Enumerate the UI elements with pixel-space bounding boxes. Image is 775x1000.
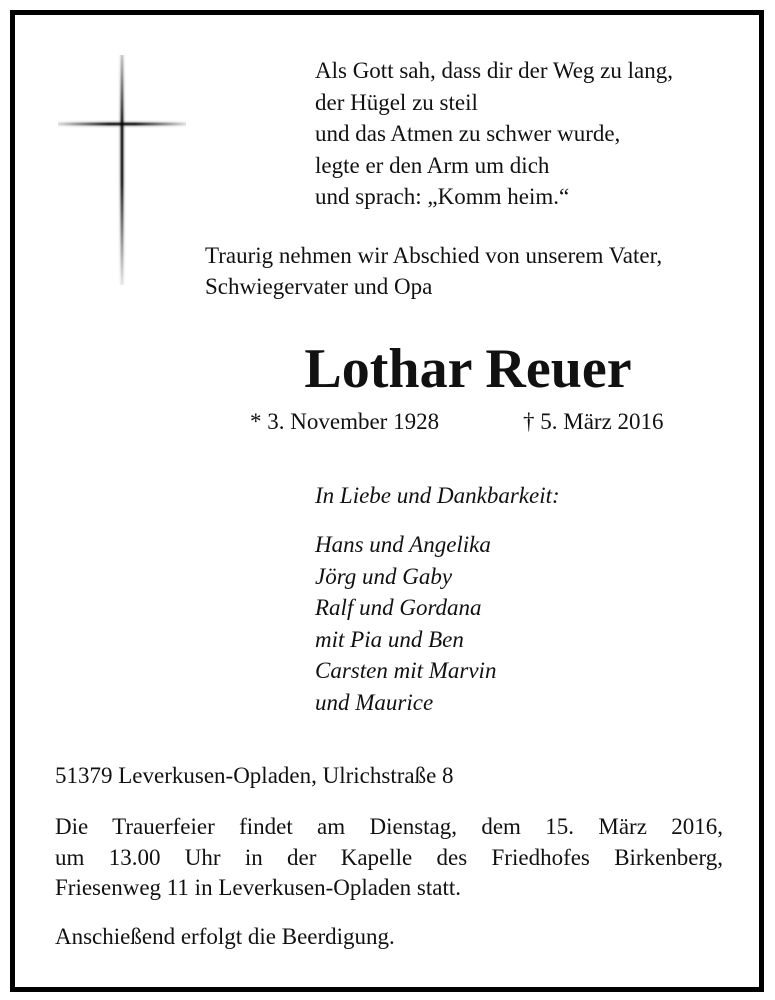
birth-date: * 3. November 1928 xyxy=(250,409,440,434)
ceremony-line: um 13.00 Uhr in der Kapelle des Friedhofes Birkenberg, xyxy=(55,844,723,870)
family-line: und Maurice xyxy=(315,689,434,715)
poem xyxy=(315,55,673,213)
death-date: † 5. März 2016 xyxy=(523,409,664,434)
cross-vertical-beam xyxy=(118,55,126,285)
intro-line: Schwiegervater und Opa xyxy=(205,274,433,299)
address: 51379 Leverkusen-Opladen, Ulrichstraße 8 xyxy=(55,763,454,788)
ceremony-info xyxy=(55,812,723,904)
obituary-notice xyxy=(10,10,764,992)
thanks-heading: In Liebe und Dankbarkeit: xyxy=(315,483,560,508)
poem-line: Als Gott sah, dass dir der Weg zu lang, xyxy=(315,58,673,83)
poem-line: der Hügel zu steil xyxy=(315,89,478,115)
poem-line: und das Atmen zu schwer wurde, xyxy=(315,121,621,146)
family-line: Carsten mit Marvin xyxy=(315,658,497,684)
cross-icon xyxy=(58,55,186,285)
family-line: mit Pia und Ben xyxy=(315,626,464,652)
family-list xyxy=(315,529,496,719)
ceremony-line: Die Trauerfeier findet am Dienstag, dem 15. März 2016, xyxy=(55,814,723,839)
cross-horizontal-beam xyxy=(58,120,186,128)
family-line: Ralf und Gordana xyxy=(315,595,482,621)
poem-line: und sprach: „Komm heim.“ xyxy=(315,184,570,209)
farewell-intro xyxy=(205,240,662,302)
ceremony-line: Friesenweg 11 in Leverkusen-Opladen statt. xyxy=(55,875,462,900)
deceased-name: Lothar Reuer xyxy=(304,338,632,400)
burial-info: Anschießend erfolgt die Beerdigung. xyxy=(55,924,395,949)
family-line: Hans und Angelika xyxy=(315,532,491,557)
poem-line: legte er den Arm um dich xyxy=(315,152,550,178)
intro-line: Traurig nehmen wir Abschied von unserem Vater, xyxy=(205,243,663,268)
family-line: Jörg und Gaby xyxy=(315,563,453,589)
